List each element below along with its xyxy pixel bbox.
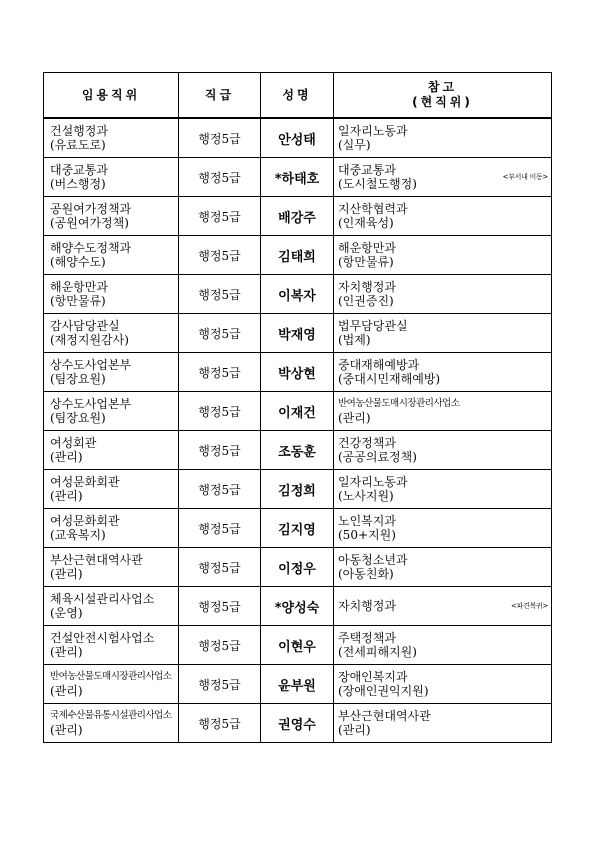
header-grade: 직급 bbox=[179, 73, 261, 119]
reference-cell bbox=[334, 431, 552, 470]
reference-cell bbox=[334, 704, 552, 743]
reference-cell bbox=[334, 314, 552, 353]
reference-note: <파견복귀> bbox=[511, 602, 548, 610]
name-cell: *양성숙 bbox=[261, 587, 334, 626]
header-reference bbox=[334, 73, 552, 119]
position-dept: 건설안전시험사업소 bbox=[50, 631, 155, 645]
reference-cell bbox=[334, 158, 552, 197]
position-duty: (항만물류) bbox=[50, 294, 106, 308]
grade-cell: 행정5급 bbox=[179, 275, 261, 314]
position-dept: 부산근현대역사관 bbox=[50, 553, 143, 567]
reference-duty: (중대시민재해예방) bbox=[338, 372, 441, 386]
position-dept: 대중교통과 bbox=[50, 163, 108, 177]
table-row bbox=[44, 665, 552, 704]
reference-cell bbox=[334, 236, 552, 275]
name-cell: 배강주 bbox=[261, 197, 334, 236]
reference-dept: 주택정책과 bbox=[338, 631, 396, 645]
reference-dept: 아동청소년과 bbox=[338, 553, 408, 567]
position-duty: (관리) bbox=[50, 489, 83, 503]
reference-dept: 일자리노동과 bbox=[338, 124, 408, 138]
position-duty: (해양수도) bbox=[50, 255, 106, 269]
reference-dept: 부산근현대역사관 bbox=[338, 709, 431, 723]
grade-cell: 행정5급 bbox=[179, 665, 261, 704]
position-cell bbox=[44, 314, 179, 353]
header-reference-subtitle: (현직위) bbox=[412, 95, 473, 109]
table-row bbox=[44, 431, 552, 470]
reference-duty: (항만물류) bbox=[338, 255, 394, 269]
position-duty: (공원여가정책) bbox=[50, 216, 129, 230]
table-row bbox=[44, 548, 552, 587]
position-dept: 체육시설관리사업소 bbox=[50, 592, 155, 606]
reference-dept: 해운항만과 bbox=[338, 241, 396, 255]
position-cell bbox=[44, 431, 179, 470]
position-cell bbox=[44, 197, 179, 236]
grade-cell: 행정5급 bbox=[179, 431, 261, 470]
grade-cell: 행정5급 bbox=[179, 392, 261, 431]
table-row bbox=[44, 704, 552, 743]
reference-duty: (인재육성) bbox=[338, 216, 394, 230]
grade-cell: 행정5급 bbox=[179, 118, 261, 158]
position-duty: (교육복지) bbox=[50, 528, 106, 542]
position-duty: (관리) bbox=[50, 645, 83, 659]
header-row bbox=[44, 73, 552, 119]
position-duty: (팀장요원) bbox=[50, 372, 106, 386]
header-reference-title: 참고 bbox=[427, 80, 458, 94]
header-position: 임용직위 bbox=[44, 73, 179, 119]
name-cell: 이복자 bbox=[261, 275, 334, 314]
position-duty: (유료도로) bbox=[50, 138, 106, 152]
name-cell: 박상현 bbox=[261, 353, 334, 392]
grade-cell: 행정5급 bbox=[179, 353, 261, 392]
reference-duty: (도시철도행정) bbox=[338, 177, 417, 191]
position-cell bbox=[44, 587, 179, 626]
reference-cell bbox=[334, 665, 552, 704]
grade-cell: 행정5급 bbox=[179, 548, 261, 587]
position-dept: 감사담당관실 bbox=[50, 319, 120, 333]
grade-cell: 행정5급 bbox=[179, 704, 261, 743]
position-dept: 공원여가정책과 bbox=[50, 202, 132, 216]
table-row bbox=[44, 470, 552, 509]
table-row bbox=[44, 275, 552, 314]
reference-cell bbox=[334, 275, 552, 314]
position-dept: 해운항만과 bbox=[50, 280, 108, 294]
reference-dept: 대중교통과 bbox=[338, 163, 396, 177]
position-duty: (관리) bbox=[50, 567, 83, 581]
reference-duty: (아동친화) bbox=[338, 567, 394, 581]
position-dept: 여성회관 bbox=[50, 436, 97, 450]
reference-duty: (법제) bbox=[338, 333, 371, 347]
reference-cell bbox=[334, 548, 552, 587]
reference-dept: 노인복지과 bbox=[338, 514, 396, 528]
position-duty: (재정지원감사) bbox=[50, 333, 129, 347]
position-dept: 여성문화회관 bbox=[50, 514, 120, 528]
grade-cell: 행정5급 bbox=[179, 197, 261, 236]
reference-dept: 건강정책과 bbox=[338, 436, 396, 450]
reference-duty: (전세피해지원) bbox=[338, 645, 417, 659]
position-duty: (관리) bbox=[50, 450, 83, 464]
reference-duty: (노사지원) bbox=[338, 489, 394, 503]
reference-dept: 일자리노동과 bbox=[338, 475, 408, 489]
name-cell: *하태호 bbox=[261, 158, 334, 197]
reference-dept: 자치행정과 bbox=[338, 280, 396, 294]
table-row bbox=[44, 392, 552, 431]
appointment-table bbox=[43, 72, 552, 743]
position-cell bbox=[44, 665, 179, 704]
table-row bbox=[44, 236, 552, 275]
grade-cell: 행정5급 bbox=[179, 158, 261, 197]
reference-cell bbox=[334, 509, 552, 548]
position-cell bbox=[44, 548, 179, 587]
reference-cell bbox=[334, 118, 552, 158]
reference-cell bbox=[334, 392, 552, 431]
reference-duty: (관리) bbox=[338, 723, 371, 737]
name-cell: 윤부원 bbox=[261, 665, 334, 704]
grade-cell: 행정5급 bbox=[179, 314, 261, 353]
grade-cell: 행정5급 bbox=[179, 470, 261, 509]
position-cell bbox=[44, 158, 179, 197]
position-dept: 건설행정과 bbox=[50, 124, 108, 138]
name-cell: 안성태 bbox=[261, 118, 334, 158]
table-row bbox=[44, 158, 552, 197]
grade-cell: 행정5급 bbox=[179, 236, 261, 275]
position-dept: 반여농산물도매시장관리사업소 bbox=[50, 671, 172, 682]
reference-cell bbox=[334, 353, 552, 392]
table-row bbox=[44, 626, 552, 665]
name-cell: 이현우 bbox=[261, 626, 334, 665]
position-dept: 해양수도정책과 bbox=[50, 241, 132, 255]
position-cell bbox=[44, 704, 179, 743]
position-cell bbox=[44, 353, 179, 392]
reference-cell bbox=[334, 197, 552, 236]
position-duty: (운영) bbox=[50, 606, 83, 620]
reference-cell bbox=[334, 587, 552, 626]
position-dept: 국제수산물유통시설관리사업소 bbox=[50, 710, 172, 721]
grade-cell: 행정5급 bbox=[179, 626, 261, 665]
reference-duty: (관리) bbox=[338, 411, 371, 425]
reference-cell bbox=[334, 470, 552, 509]
reference-duty: (50+지원) bbox=[338, 528, 396, 542]
position-cell bbox=[44, 118, 179, 158]
table-row bbox=[44, 353, 552, 392]
reference-duty: (장애인권익지원) bbox=[338, 684, 429, 698]
reference-duty: (인권증진) bbox=[338, 294, 394, 308]
name-cell: 권영수 bbox=[261, 704, 334, 743]
grade-cell: 행정5급 bbox=[179, 509, 261, 548]
reference-duty: (실무) bbox=[338, 138, 371, 152]
position-dept: 상수도사업본부 bbox=[50, 397, 132, 411]
table-row bbox=[44, 587, 552, 626]
grade-cell: 행정5급 bbox=[179, 587, 261, 626]
name-cell: 박재영 bbox=[261, 314, 334, 353]
reference-dept: 법무담당관실 bbox=[338, 319, 408, 333]
name-cell: 이재건 bbox=[261, 392, 334, 431]
reference-dept: 중대재해예방과 bbox=[338, 358, 420, 372]
position-cell bbox=[44, 626, 179, 665]
name-cell: 이정우 bbox=[261, 548, 334, 587]
name-cell: 조동훈 bbox=[261, 431, 334, 470]
position-duty: (관리) bbox=[50, 723, 83, 737]
header-name: 성명 bbox=[261, 73, 334, 119]
reference-duty: (공공의료정책) bbox=[338, 450, 417, 464]
reference-dept: 지산학협력과 bbox=[338, 202, 408, 216]
name-cell: 김지영 bbox=[261, 509, 334, 548]
reference-cell bbox=[334, 626, 552, 665]
position-duty: (버스행정) bbox=[50, 177, 106, 191]
reference-dept: 장애인복지과 bbox=[338, 670, 408, 684]
table-row bbox=[44, 509, 552, 548]
table-row bbox=[44, 118, 552, 158]
reference-note: <부서내 이동> bbox=[502, 173, 548, 181]
position-duty: (팀장요원) bbox=[50, 411, 106, 425]
position-cell bbox=[44, 392, 179, 431]
position-dept: 상수도사업본부 bbox=[50, 358, 132, 372]
table-row bbox=[44, 314, 552, 353]
reference-dept: 자치행정과 bbox=[338, 599, 396, 613]
position-cell bbox=[44, 275, 179, 314]
position-dept: 여성문화회관 bbox=[50, 475, 120, 489]
position-cell bbox=[44, 236, 179, 275]
position-cell bbox=[44, 470, 179, 509]
position-cell bbox=[44, 509, 179, 548]
name-cell: 김정희 bbox=[261, 470, 334, 509]
reference-dept: 반여농산물도매시장관리사업소 bbox=[338, 398, 460, 409]
position-duty: (관리) bbox=[50, 684, 83, 698]
name-cell: 김태희 bbox=[261, 236, 334, 275]
table-row bbox=[44, 197, 552, 236]
